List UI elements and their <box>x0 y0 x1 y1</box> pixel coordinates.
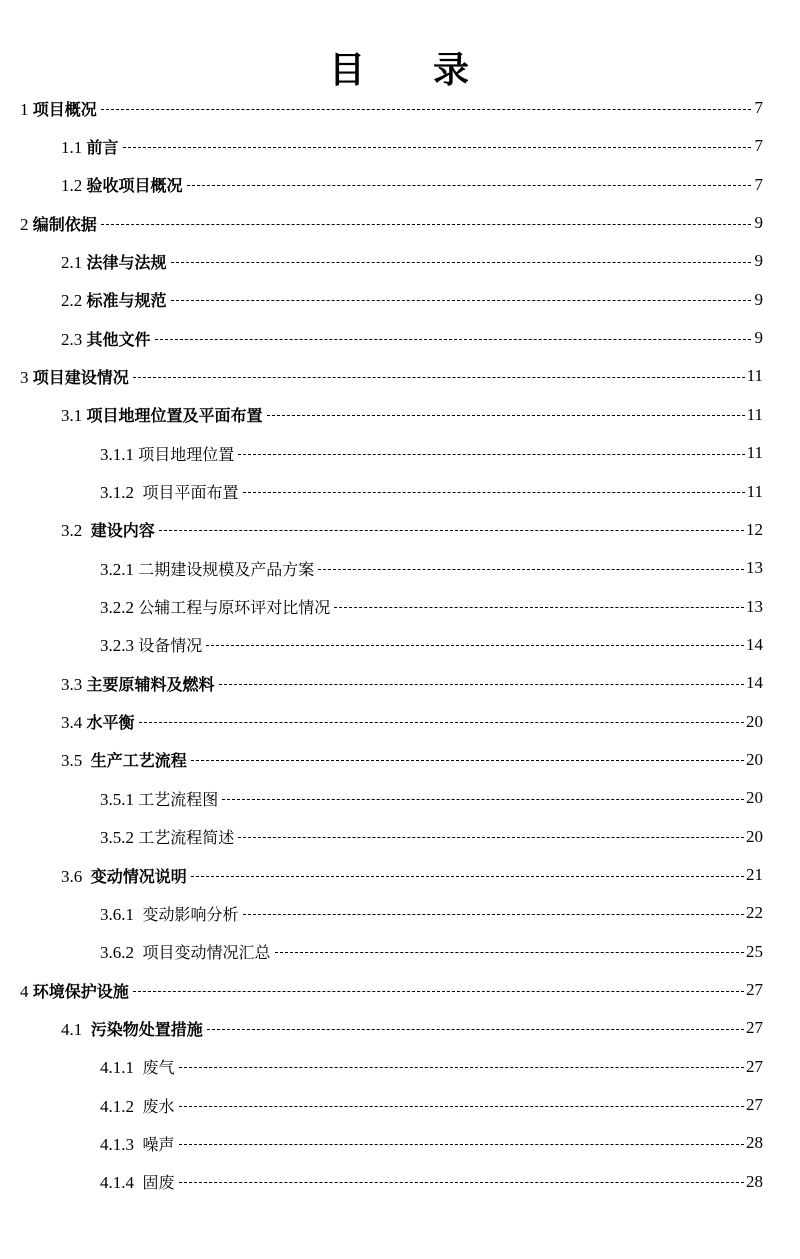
toc-entry-label <box>61 403 263 426</box>
toc-leader-dashes <box>171 300 751 301</box>
toc-entry-number: 3.2.2 <box>100 598 139 618</box>
toc-entry-number: 3.4 <box>61 713 87 733</box>
toc-entry[interactable] <box>100 549 763 587</box>
toc-leader-dashes <box>191 760 744 761</box>
toc-entry-text: 建设内容 <box>90 521 155 541</box>
toc-entry-text: 公辅工程与原环评对比情况 <box>138 598 331 618</box>
toc-entry-number: 1.2 <box>61 176 87 196</box>
toc-entry-text: 项目地理位置及平面布置 <box>86 406 263 426</box>
toc-entry-text: 废水 <box>142 1096 175 1116</box>
toc-entry-label <box>100 1132 175 1155</box>
toc-leader-dashes <box>139 722 744 723</box>
toc-entry[interactable] <box>61 166 763 204</box>
toc-entry[interactable] <box>100 626 763 664</box>
toc-entry-page-number: 14 <box>746 634 763 654</box>
toc-entry-label <box>100 940 271 963</box>
toc-leader-dashes <box>171 262 751 263</box>
title-char-2: 录 <box>433 50 472 91</box>
toc-entry-label <box>61 173 183 196</box>
toc-entry-page-number: 20 <box>746 749 763 769</box>
toc-entry-label <box>61 710 135 733</box>
toc-entry[interactable] <box>100 933 763 971</box>
toc-leader-dashes <box>207 1029 744 1030</box>
toc-entry-text: 污染物处置措施 <box>90 1019 203 1039</box>
toc-entry-number: 3.1.1 <box>100 444 139 464</box>
toc-entry-page-number: 13 <box>746 558 763 578</box>
toc-entry-label <box>100 1055 175 1078</box>
title-char-1: 目 <box>328 50 367 91</box>
toc-entry-number: 3.2.3 <box>100 636 139 656</box>
toc-entry-page-number: 9 <box>754 328 763 348</box>
toc-entry-number: 1.1 <box>61 137 87 157</box>
toc-leader-dashes <box>318 569 744 570</box>
toc-leader-dashes <box>334 607 744 608</box>
toc-entry-text: 项目平面布置 <box>142 483 239 502</box>
toc-entry[interactable] <box>61 664 763 702</box>
toc-entry[interactable] <box>20 204 763 242</box>
toc-entry-number: 4 <box>20 981 33 1001</box>
toc-entry-label <box>100 902 239 925</box>
toc-leader-dashes <box>243 914 744 915</box>
toc-entry-label <box>61 250 167 273</box>
toc-entry-text: 法律与法规 <box>86 252 167 272</box>
toc-leader-dashes <box>179 1106 744 1107</box>
toc-entry-number: 3.2.1 <box>100 559 139 579</box>
toc-entry-text: 主要原辅料及燃料 <box>86 674 215 694</box>
toc-leader-dashes <box>243 492 745 493</box>
toc-entry[interactable] <box>61 1009 763 1047</box>
toc-entry-page-number: 11 <box>746 481 763 501</box>
toc-entry-page-number: 11 <box>746 366 763 386</box>
toc-entry-text: 工艺流程图 <box>138 789 219 809</box>
toc-entry[interactable] <box>100 1086 763 1124</box>
toc-entry-page-number: 27 <box>746 1018 763 1038</box>
toc-entry[interactable] <box>61 242 763 280</box>
toc-entry[interactable] <box>61 281 763 319</box>
toc-entry-label <box>61 135 119 158</box>
toc-entry-label <box>20 97 97 120</box>
toc-entry-text: 验收项目概况 <box>86 176 183 196</box>
toc-entry[interactable] <box>61 127 763 165</box>
toc-entry[interactable] <box>100 588 763 626</box>
toc-leader-dashes <box>238 837 744 838</box>
toc-entry-number: 3.5.1 <box>100 789 139 809</box>
toc-entry-page-number: 22 <box>746 903 763 923</box>
toc-entry-page-number: 13 <box>746 596 763 616</box>
toc-entry-number: 3.3 <box>61 674 87 694</box>
toc-entry-page-number: 27 <box>746 980 763 1000</box>
toc-entry-label <box>20 365 129 388</box>
toc-entry-text: 环境保护设施 <box>32 981 129 1001</box>
toc-leader-dashes <box>238 454 744 455</box>
toc-entry[interactable] <box>100 894 763 932</box>
toc-leader-dashes <box>179 1144 744 1145</box>
toc-leader-dashes <box>179 1182 744 1183</box>
toc-entry-label <box>61 748 187 771</box>
toc-entry-text: 工艺流程简述 <box>138 828 235 848</box>
toc-entry-text: 变动影响分析 <box>142 904 239 924</box>
toc-entry-number: 4.1.2 <box>100 1096 143 1116</box>
toc-entry-text: 设备情况 <box>138 636 203 656</box>
toc-entry-label <box>20 979 129 1002</box>
toc-leader-dashes <box>222 799 744 800</box>
toc-entry-number: 3.6.1 <box>100 904 143 924</box>
toc-entry-number: 3 <box>20 367 33 387</box>
toc-entry-text: 项目建设情况 <box>32 367 129 387</box>
toc-entry-label <box>100 1094 175 1117</box>
toc-entry[interactable] <box>100 1124 763 1162</box>
toc-entry[interactable] <box>100 473 763 511</box>
toc-entry-number: 2 <box>20 214 33 234</box>
toc-entry-page-number: 11 <box>746 443 763 463</box>
toc-entry-page-number: 9 <box>754 289 763 309</box>
toc-entry-text: 生产工艺流程 <box>90 751 187 771</box>
toc-entry-number: 2.2 <box>61 291 87 311</box>
toc-entry[interactable] <box>61 856 763 894</box>
toc-leader-dashes <box>101 109 751 110</box>
toc-entry-label <box>100 480 239 503</box>
toc-entry-number: 3.5.2 <box>100 828 139 848</box>
toc-entry-number: 3.2 <box>61 521 91 541</box>
toc-entry-label <box>61 327 151 350</box>
toc-entry-number: 3.5 <box>61 751 91 771</box>
toc-leader-dashes <box>191 876 744 877</box>
toc-entry-text: 废气 <box>142 1058 175 1078</box>
toc-entry-page-number: 20 <box>746 788 763 808</box>
toc-entry-label <box>100 557 314 580</box>
toc-entry-label <box>61 518 155 541</box>
toc-leader-dashes <box>133 377 745 378</box>
toc-entry-page-number: 28 <box>746 1133 763 1153</box>
toc-leader-dashes <box>179 1067 744 1068</box>
toc-leader-dashes <box>267 415 745 416</box>
toc-entry-number: 3.1 <box>61 406 87 426</box>
toc-entry-number: 2.1 <box>61 252 87 272</box>
toc-entry-text: 噪声 <box>142 1134 175 1154</box>
toc-entry[interactable] <box>61 396 763 434</box>
toc-entry-page-number: 7 <box>754 174 763 194</box>
toc-entry-number: 4.1 <box>61 1019 91 1039</box>
toc-entry[interactable] <box>20 357 763 395</box>
toc-entry-number: 4.1.3 <box>100 1134 143 1154</box>
toc-entry-text: 项目地理位置 <box>138 444 235 464</box>
toc-entry[interactable] <box>61 703 763 741</box>
toc-entry-label <box>20 212 97 235</box>
toc-entry-text: 标准与规范 <box>86 291 167 311</box>
toc-leader-dashes <box>101 224 751 225</box>
toc-entry-label <box>100 787 218 810</box>
toc-entry[interactable] <box>61 741 763 779</box>
toc-entry-number: 3.6.2 <box>100 943 143 963</box>
toc-entry-text: 编制依据 <box>32 214 97 234</box>
toc-entry[interactable] <box>100 1163 763 1201</box>
toc-entry-label <box>100 1170 175 1193</box>
toc-entry[interactable] <box>61 511 763 549</box>
toc-entry-text: 二期建设规模及产品方案 <box>138 559 315 579</box>
toc-entry-label <box>100 633 202 656</box>
toc-entry-label <box>61 288 167 311</box>
toc-entry-page-number: 7 <box>754 136 763 156</box>
toc-entry-text: 项目概况 <box>32 99 97 119</box>
toc-entry[interactable] <box>20 89 763 127</box>
toc-entry-page-number: 28 <box>746 1171 763 1191</box>
toc-entry-number: 3.6 <box>61 866 91 886</box>
toc-entry-page-number: 21 <box>746 865 763 884</box>
toc-leader-dashes <box>133 991 744 992</box>
toc-entry-text: 其他文件 <box>86 329 151 349</box>
toc-entry-page-number: 20 <box>746 826 763 846</box>
toc-entry-label <box>100 595 330 618</box>
toc-leader-dashes <box>187 185 751 186</box>
toc-entry-page-number: 25 <box>746 941 763 961</box>
toc-entry-number: 1 <box>20 99 33 119</box>
toc-entry[interactable] <box>100 434 763 472</box>
toc-entry-number: 2.3 <box>61 329 87 349</box>
toc-entry-label <box>61 1017 203 1040</box>
toc-leader-dashes <box>123 147 751 148</box>
toc-entry-page-number: 14 <box>746 673 763 693</box>
toc-entry-label <box>100 825 234 848</box>
toc-entry-number: 3.1.2 <box>100 483 143 502</box>
toc-leader-dashes <box>155 339 751 340</box>
toc-entry-page-number: 9 <box>754 251 763 271</box>
toc-entry-number: 4.1.1 <box>100 1058 143 1078</box>
toc-leader-dashes <box>219 684 744 685</box>
toc-entry-text: 前言 <box>86 137 119 157</box>
toc-entry-page-number: 27 <box>746 1056 763 1076</box>
toc-entry-page-number: 20 <box>746 711 763 731</box>
toc-entry-text: 固废 <box>142 1173 175 1193</box>
toc-entry-label <box>61 672 215 695</box>
toc-entry-number: 4.1.4 <box>100 1173 143 1193</box>
toc-entry-label <box>100 442 234 465</box>
toc-leader-dashes <box>159 530 744 531</box>
toc-entry-page-number: 9 <box>754 213 763 233</box>
toc-entry[interactable] <box>100 818 763 856</box>
toc-entry-page-number: 11 <box>746 404 763 424</box>
toc-entry-text: 变动情况说明 <box>90 866 187 886</box>
toc-entry-page-number: 7 <box>754 98 763 117</box>
toc-entry-page-number: 12 <box>746 519 763 539</box>
toc-leader-dashes <box>275 952 744 953</box>
toc-entry[interactable] <box>61 319 763 357</box>
toc-entry[interactable] <box>100 1048 763 1086</box>
toc-entry-text: 项目变动情况汇总 <box>142 943 271 963</box>
toc-entry-page-number: 27 <box>746 1095 763 1115</box>
toc-entry-label <box>61 864 187 887</box>
toc-entry[interactable] <box>20 971 763 1009</box>
toc-entry-text: 水平衡 <box>86 713 135 733</box>
toc-entry[interactable] <box>100 779 763 817</box>
toc-leader-dashes <box>206 645 744 646</box>
